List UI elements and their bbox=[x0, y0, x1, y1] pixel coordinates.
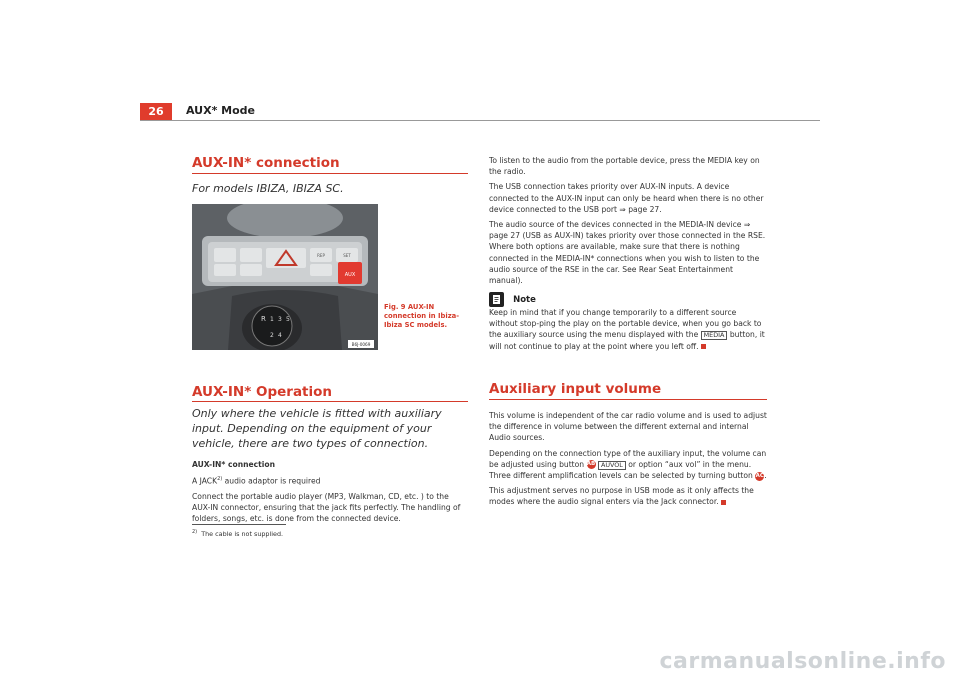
note-icon bbox=[489, 292, 504, 307]
gear-5: 5 bbox=[286, 316, 290, 323]
note-title: Note bbox=[513, 294, 536, 305]
jack-line: A JACK$^{2)}$ audio adaptor is required bbox=[192, 476, 321, 486]
section-divider bbox=[192, 401, 468, 402]
end-mark bbox=[701, 344, 706, 349]
paragraph: The audio source of the devices connected in the MEDIA-IN device ⇒ page 27 (USB as AUX-IN) takes priority over those connected in the RSE. Where both options are available, make sure that there is nothing connected in the MEDIA-IN* connections when you wish to listen to the audio source of the RSE in the car. See Rear Seat Entertainment manual). bbox=[489, 220, 766, 286]
aux-label: AUX bbox=[344, 272, 356, 278]
watermark: carmanualsonline.info bbox=[659, 649, 946, 674]
paragraph: Depending on the connection type of the auxiliary input, the volume can be adjusted using button AB AUVOL or option “aux vol” in the menu. Three different amplification levels can be selected by turning button AC. bbox=[489, 448, 767, 481]
footnote-divider bbox=[192, 524, 286, 525]
section-title-auxiliary-input-volume: Auxiliary input volume bbox=[489, 381, 662, 397]
figure-caption: Fig. 9 AUX-IN connection in Ibiza- Ibiza SC models. bbox=[384, 303, 460, 329]
section3-body bbox=[489, 410, 767, 512]
section-title-aux-in-operation: AUX-IN* Operation bbox=[192, 384, 333, 400]
right-column-body bbox=[489, 155, 767, 290]
note-heading bbox=[489, 289, 536, 308]
gear-4: 4 bbox=[278, 332, 282, 339]
footnote: $^{2)}$ The cable is not supplied. bbox=[192, 529, 284, 539]
section-lead: Only where the vehicle is fitted with auxiliary input. Depending on the equipment of your vehicle, there are two types of connection. bbox=[192, 407, 442, 450]
note-body: Keep in mind that if you change temporarily to a different source without stop-ping the play on the portable device, when you go back to the auxiliary source using the menu displayed with the MEDIA button, it will not continue to play at the point where you left off. bbox=[489, 308, 765, 351]
rep-label: REP bbox=[317, 253, 325, 258]
connect-paragraph: Connect the portable audio player (MP3, Walkman, CD, etc. ) to the AUX-IN connector, ensuring that the jack fits perfectly. The handling of folders, songs, etc. is done from the connected device. bbox=[192, 491, 461, 524]
section-lead: For models IBIZA, IBIZA SC. bbox=[192, 182, 344, 195]
header-divider bbox=[140, 120, 820, 121]
paragraph: This adjustment serves no purpose in USB mode as it only affects the modes where the audio signal enters via the Jack connector. bbox=[489, 486, 754, 507]
subheading: AUX-IN* connection bbox=[192, 460, 276, 469]
gear-3: 3 bbox=[278, 316, 282, 323]
button-ac-marker: AC bbox=[755, 472, 764, 479]
end-mark bbox=[721, 500, 726, 505]
section-title-aux-in-connection: AUX-IN* connection bbox=[192, 155, 340, 171]
page-number: 26 bbox=[148, 105, 164, 118]
set-label: SET bbox=[343, 253, 351, 258]
figure-aux-in-photo bbox=[192, 204, 378, 350]
paragraph: This volume is independent of the car radio volume and is used to adjust the difference in volume between the different external and internal Audio sources. bbox=[489, 411, 767, 443]
paragraph: The USB connection takes priority over AUX-IN inputs. A device connected to the AUX-IN input can only be heard when there is no other device connected to the USB port ⇒ page 27. bbox=[489, 182, 764, 214]
auvol-key: AUVOL bbox=[598, 461, 626, 470]
gear-1: 1 bbox=[270, 316, 274, 323]
section-divider bbox=[489, 399, 767, 400]
section2-body bbox=[192, 459, 468, 529]
dashboard-illustration bbox=[192, 204, 378, 350]
section-divider bbox=[192, 173, 468, 174]
paragraph: To listen to the audio from the portable device, press the MEDIA key on the radio. bbox=[489, 156, 760, 177]
figure-code: B6J-0069 bbox=[351, 342, 371, 347]
button-ab-marker: AB bbox=[586, 461, 596, 468]
media-key: MEDIA bbox=[701, 331, 728, 340]
header-title: AUX* Mode bbox=[186, 104, 256, 117]
gear-r: R bbox=[261, 315, 266, 323]
gear-2: 2 bbox=[270, 332, 274, 339]
